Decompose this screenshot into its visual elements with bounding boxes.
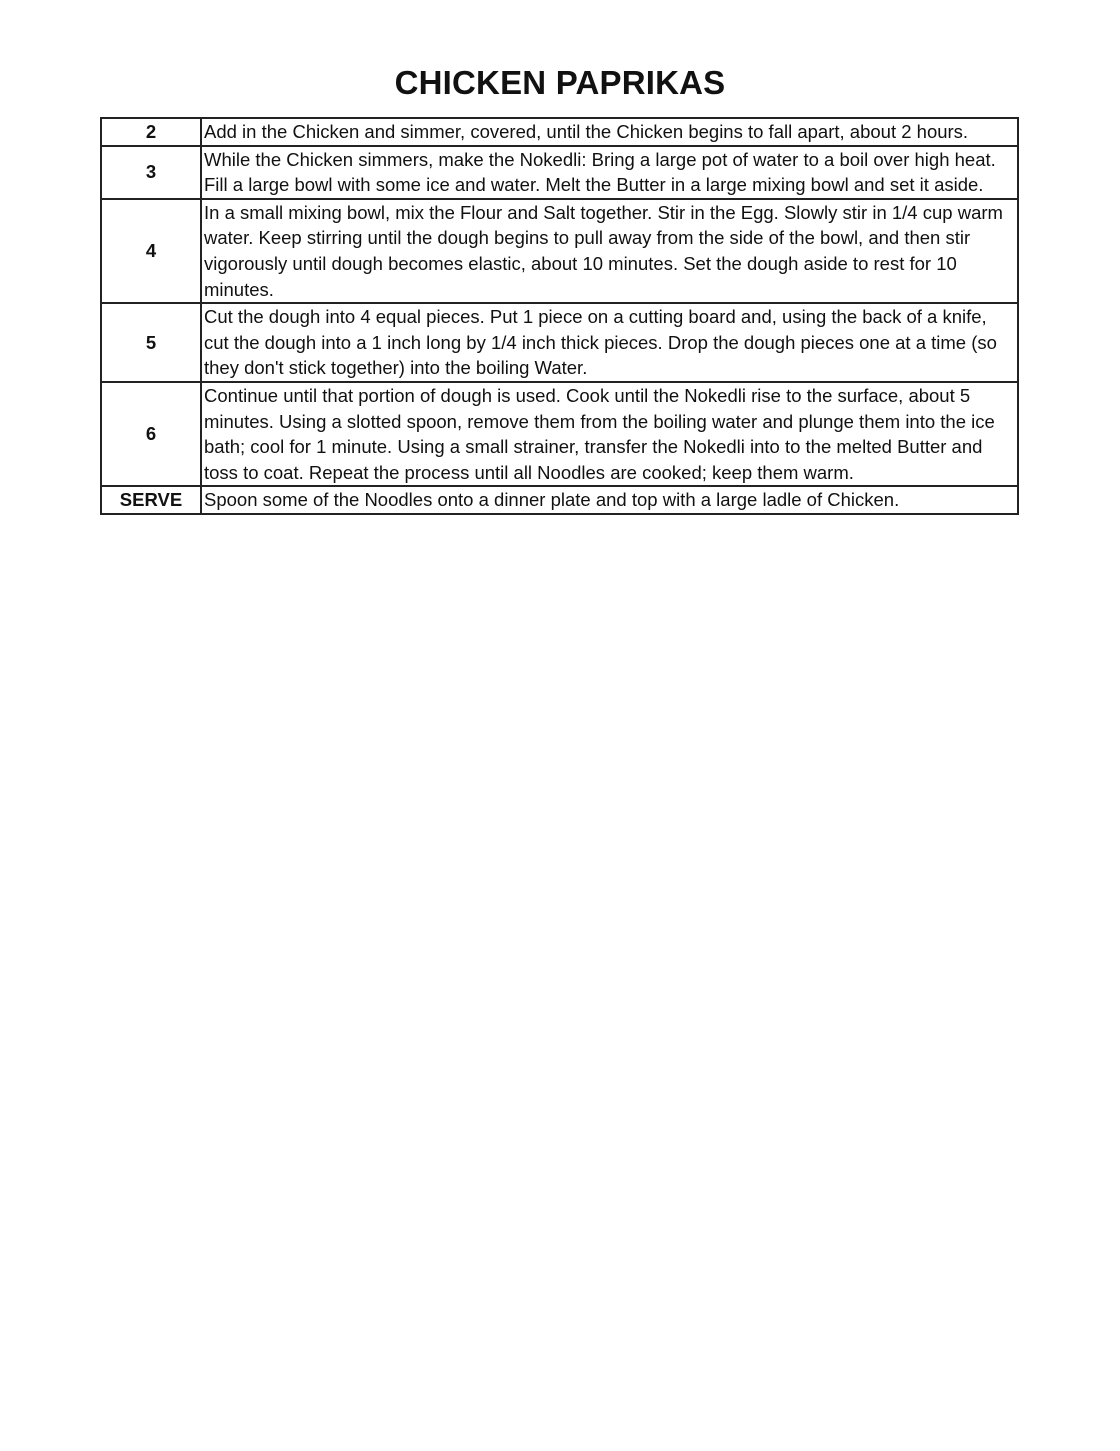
step-number: 2 <box>101 118 201 146</box>
step-text: Cut the dough into 4 equal pieces. Put 1 piece on a cutting board and, using the back of a knife, cut the dough into a 1 inch long by 1/4 inch thick pieces. Drop the dough pieces one at a time (so they don't stick together) into the boiling Water. <box>201 303 1018 382</box>
step-text: While the Chicken simmers, make the Nokedli: Bring a large pot of water to a boil over high heat. Fill a large bowl with some ice and water. Melt the Butter in a large mixing bowl and set it aside. <box>201 146 1018 199</box>
recipe-steps-table <box>100 117 1019 515</box>
table-row <box>101 146 1018 199</box>
step-text: Continue until that portion of dough is used. Cook until the Nokedli rise to the surface, about 5 minutes. Using a slotted spoon, remove them from the boiling water and plunge them into the ice bath; cool for 1 minute. Using a small strainer, transfer the Nokedli into to the melted Butter and toss to coat. Repeat the process until all Noodles are cooked; keep them warm. <box>201 382 1018 486</box>
table-row <box>101 118 1018 146</box>
step-number: 6 <box>101 382 201 486</box>
step-number: 4 <box>101 199 201 303</box>
step-number: 3 <box>101 146 201 199</box>
table-row <box>101 199 1018 303</box>
table-row <box>101 303 1018 382</box>
step-text: Spoon some of the Noodles onto a dinner plate and top with a large ladle of Chicken. <box>201 486 1018 514</box>
step-text: In a small mixing bowl, mix the Flour and Salt together. Stir in the Egg. Slowly stir in 1/4 cup warm water. Keep stirring until the dough begins to pull away from the side of the bowl, and then stir vigorously until dough becomes elastic, about 10 minutes. Set the dough aside to rest for 10 minutes. <box>201 199 1018 303</box>
table-row <box>101 486 1018 514</box>
page-title: CHICKEN PAPRIKAS <box>394 64 726 101</box>
step-text: Add in the Chicken and simmer, covered, until the Chicken begins to fall apart, about 2 hours. <box>201 118 1018 146</box>
step-number: SERVE <box>101 486 201 514</box>
table-row <box>101 382 1018 486</box>
step-number: 5 <box>101 303 201 382</box>
